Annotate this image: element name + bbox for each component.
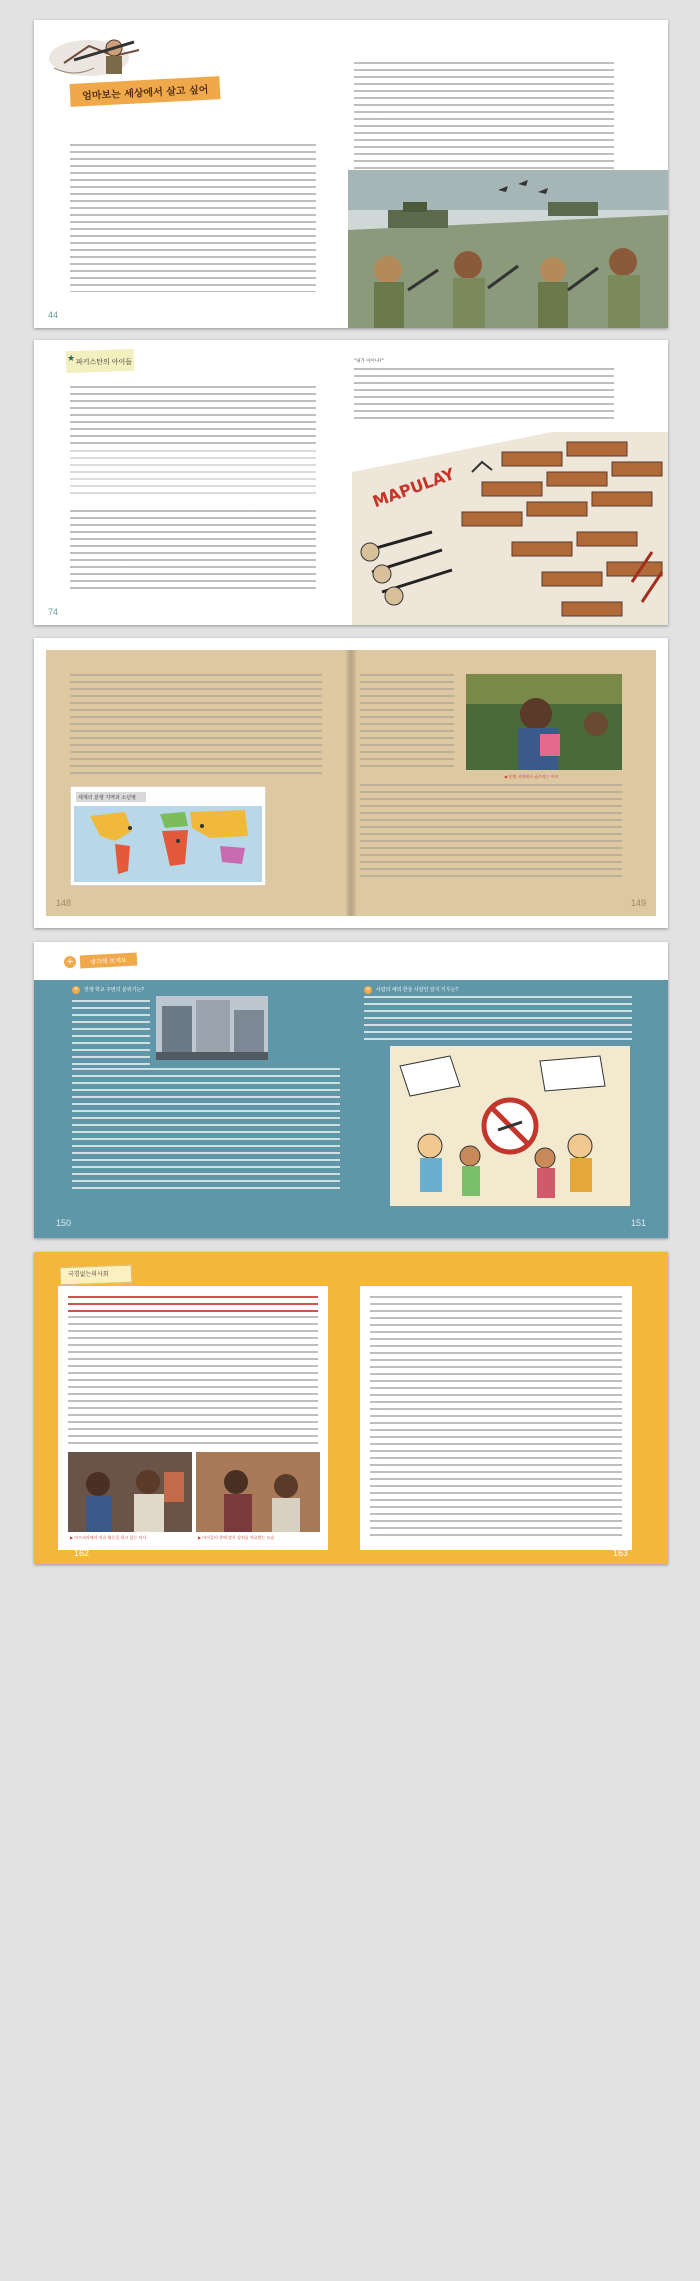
left-body-text xyxy=(72,1068,340,1190)
page-number-left: 74 xyxy=(48,607,59,617)
section-tag: 파키스탄의 아이들 xyxy=(76,359,133,366)
children-protest-illustration xyxy=(390,1046,630,1206)
spread-1 xyxy=(34,20,668,328)
speech-lead: "내가 아이냐?" xyxy=(354,359,384,364)
spread-5 xyxy=(34,1252,668,1564)
spine-shadow xyxy=(346,650,356,916)
left-body-text xyxy=(70,510,316,592)
left-body-text xyxy=(70,674,322,778)
plus-circle-icon: + xyxy=(64,956,76,968)
right-body-text-lower xyxy=(360,784,622,882)
question-right: 사람의 예외 한둘 사람인 알지 키우는? xyxy=(376,987,459,993)
question-left: 전쟁 학교 주변의 분위기는? xyxy=(84,987,145,993)
caption-left: ▶ 아프리카에서 의료 활동을 하고 있는 의사 xyxy=(70,1535,147,1540)
right-body-text xyxy=(354,368,614,422)
school-photo xyxy=(156,996,268,1060)
plus-icon-left: + xyxy=(73,986,79,993)
firing-squad-illustration xyxy=(352,432,668,625)
right-body-text xyxy=(364,996,632,1040)
page-number-right: 151 xyxy=(630,1218,646,1228)
right-body-text xyxy=(354,62,614,172)
child-photo xyxy=(466,674,622,770)
left-text-beside-photo xyxy=(72,1000,150,1068)
spread-2 xyxy=(34,340,668,625)
caption-right: ▶ 아이들이 총에 맞은 상처를 치료받는 모습 xyxy=(198,1535,275,1540)
graffiti-text: MAPULAY xyxy=(369,464,457,512)
tag-label: 생각해 보세요 xyxy=(80,953,137,969)
left-body-text xyxy=(70,144,316,292)
page-number-left: 162 xyxy=(74,1548,90,1558)
page-number-right: 163 xyxy=(612,1548,628,1558)
right-body-text xyxy=(370,1296,622,1536)
world-map xyxy=(70,786,266,886)
map-title: 세계의 분쟁 지역과 소년병 xyxy=(78,795,136,801)
spread-4 xyxy=(34,942,668,1238)
plus-icon-right: + xyxy=(365,986,371,993)
left-body-text xyxy=(68,1316,318,1446)
left-quote-text xyxy=(70,450,316,498)
left-intro-text xyxy=(70,386,316,444)
section-tag: 국경없는의사회 xyxy=(68,1272,109,1278)
medical-photo-right xyxy=(196,1452,320,1532)
page-number-left: 150 xyxy=(56,1218,72,1228)
child-soldiers-illustration xyxy=(348,170,668,328)
spread-3 xyxy=(34,638,668,928)
page-number-left: 148 xyxy=(56,898,72,908)
page-number-right: 149 xyxy=(630,898,646,908)
chapter-heading: 엄마보는 세상에서 살고 싶어 xyxy=(70,76,221,107)
medical-photo-left xyxy=(68,1452,192,1532)
right-body-text-upper xyxy=(360,674,454,772)
photo-caption: ◀ 분쟁 지역에서 굶주리는 아이 xyxy=(504,774,559,779)
page-number-left: 44 xyxy=(48,310,59,320)
star-icon: ★ xyxy=(67,354,76,364)
left-lead-text xyxy=(68,1296,318,1314)
